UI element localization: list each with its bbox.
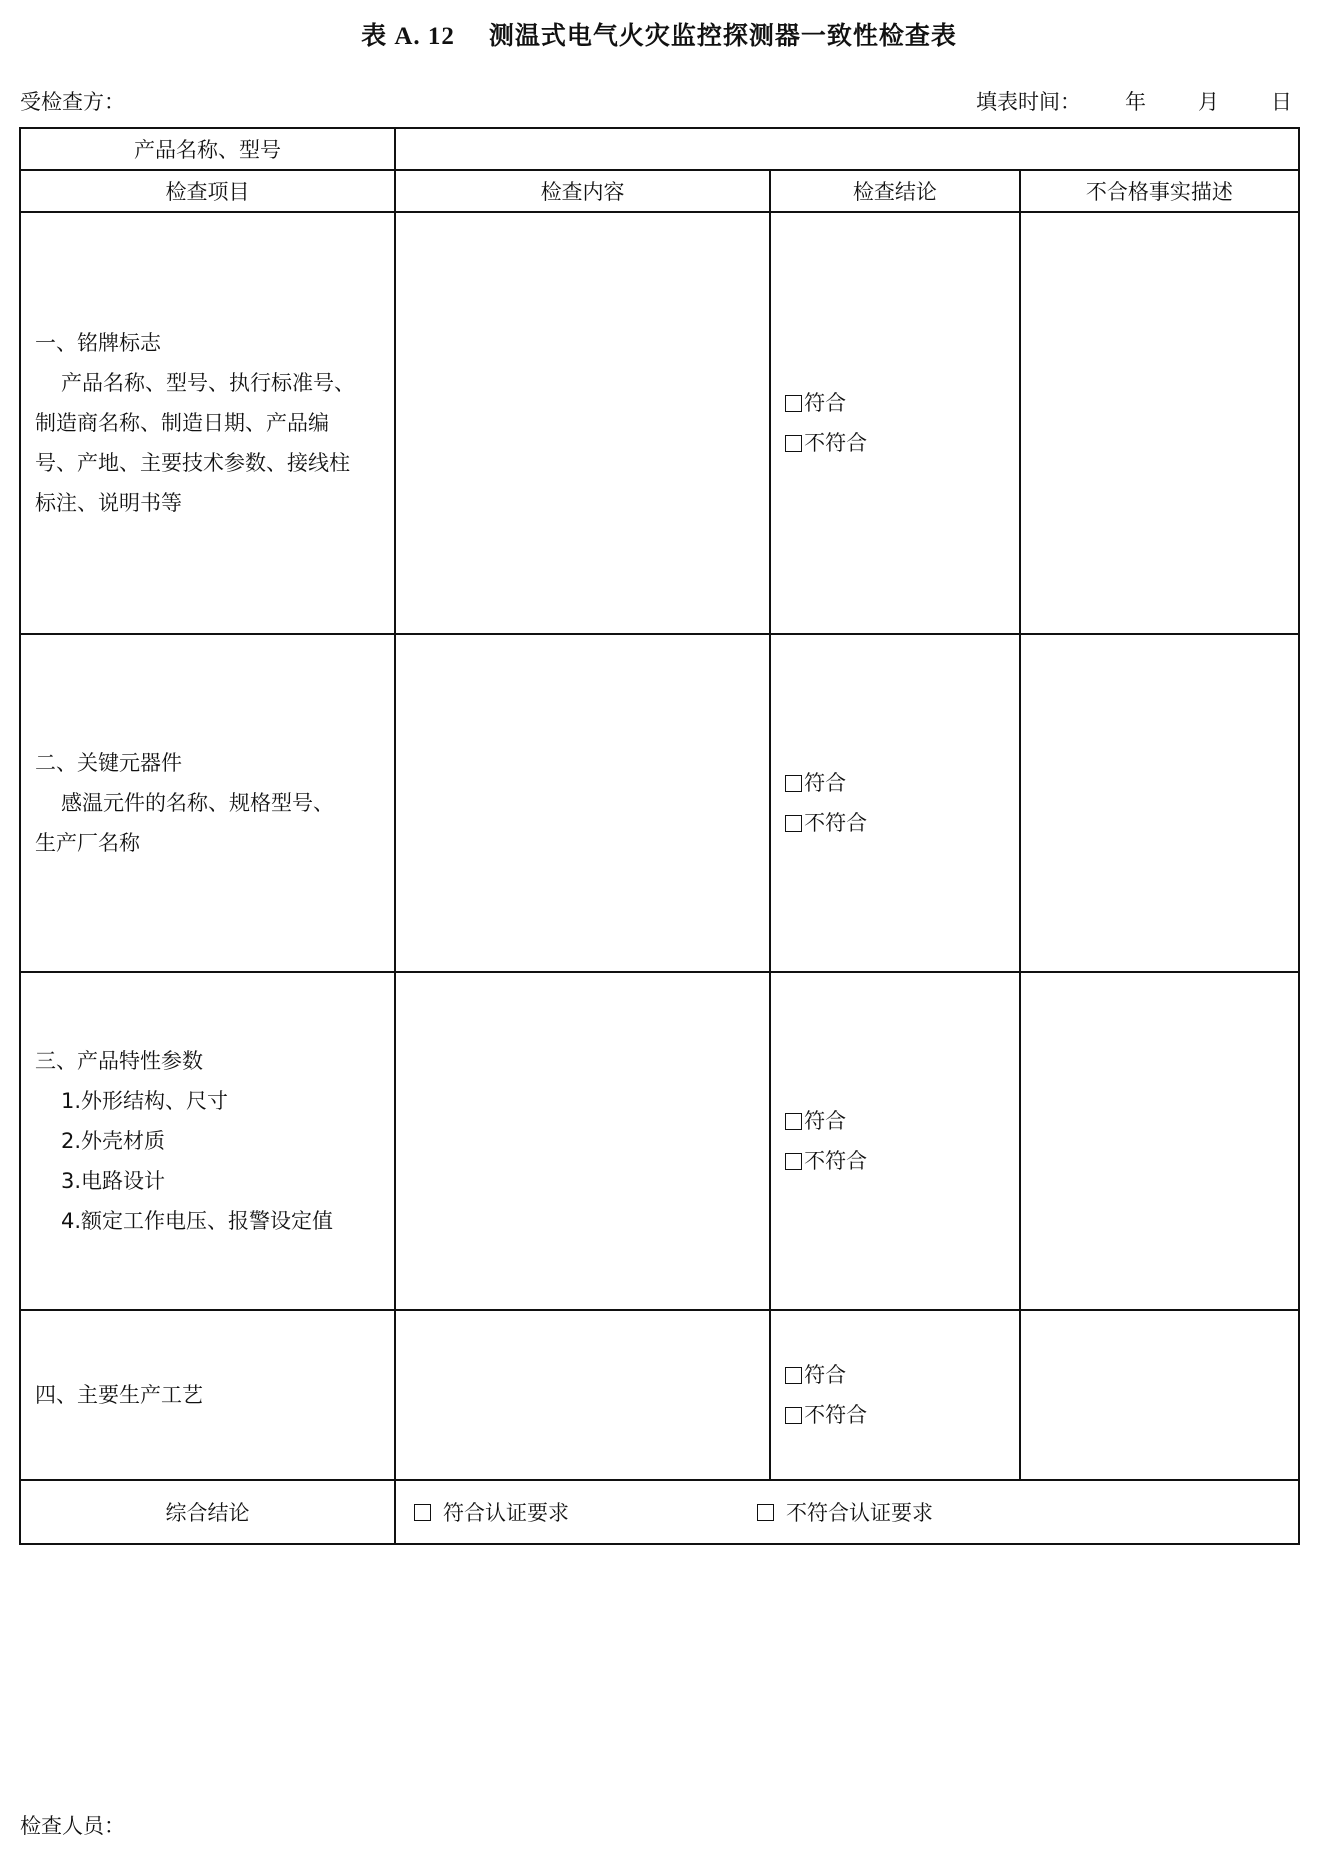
table-row <box>20 1310 1299 1480</box>
item-heading: 四、主要生产工艺 <box>35 1383 203 1407</box>
header-conclusion: 检查结论 <box>770 170 1020 212</box>
item-heading: 二、关键元器件 <box>35 751 182 775</box>
item-detail: 生产厂名称 <box>35 831 140 855</box>
item-cell <box>20 972 395 1310</box>
checkbox-icon[interactable] <box>785 1153 802 1170</box>
checkbox-icon[interactable] <box>414 1504 431 1521</box>
document-title <box>0 16 1318 52</box>
checkbox-icon[interactable] <box>785 1113 802 1130</box>
conclusion-cell <box>770 972 1020 1310</box>
fill-time-group <box>976 86 1292 116</box>
header-item: 检查项目 <box>20 170 395 212</box>
nonconform-option[interactable] <box>785 1395 1019 1435</box>
table-title: 测温式电气火灾监控探测器一致性检查表 <box>488 21 957 50</box>
table-number: 表 A. 12 <box>361 23 455 50</box>
checkbox-icon[interactable] <box>785 1367 802 1384</box>
year-label: 年 <box>1125 90 1146 114</box>
conform-option[interactable] <box>785 383 1019 423</box>
inspection-table <box>19 127 1300 1545</box>
header-content: 检查内容 <box>395 170 770 212</box>
conform-option[interactable] <box>785 763 1019 803</box>
conclusion-cell <box>770 634 1020 972</box>
item-detail: 2.外壳材质 <box>61 1129 166 1153</box>
checkbox-icon[interactable] <box>785 815 802 832</box>
conclusion-cell <box>770 1310 1020 1480</box>
item-detail: 4.额定工作电压、报警设定值 <box>61 1209 334 1233</box>
item-detail: 感温元件的名称、规格型号、 <box>61 791 334 815</box>
overall-row <box>20 1480 1299 1544</box>
item-heading: 三、产品特性参数 <box>35 1049 203 1073</box>
checkbox-icon[interactable] <box>785 395 802 412</box>
nonconformity-field[interactable] <box>1020 1310 1299 1480</box>
inspector-label: 检查人员： <box>20 1814 125 1838</box>
overall-nonconform-label: 不符合认证要求 <box>786 1501 934 1525</box>
nonconform-label: 不符合 <box>804 431 868 455</box>
checkbox-icon[interactable] <box>785 775 802 792</box>
table-row <box>20 972 1299 1310</box>
item-detail: 产品名称、型号、执行标准号、 <box>61 371 355 395</box>
day-label: 日 <box>1271 90 1292 114</box>
overall-label: 综合结论 <box>20 1480 395 1544</box>
table-row <box>20 634 1299 972</box>
product-label: 产品名称、型号 <box>20 128 395 170</box>
overall-options-cell <box>395 1480 1299 1544</box>
item-heading: 一、铭牌标志 <box>35 331 161 355</box>
overall-conform-option[interactable] <box>414 1497 569 1527</box>
conform-label: 符合 <box>804 771 847 795</box>
conform-label: 符合 <box>804 391 847 415</box>
nonconform-option[interactable] <box>785 803 1019 843</box>
nonconform-option[interactable] <box>785 423 1019 463</box>
content-field[interactable] <box>395 634 770 972</box>
checkbox-icon[interactable] <box>785 435 802 452</box>
item-detail: 3.电路设计 <box>61 1169 166 1193</box>
fill-time-label: 填表时间： <box>976 90 1081 114</box>
conform-label: 符合 <box>804 1109 847 1133</box>
content-field[interactable] <box>395 212 770 634</box>
item-detail: 号、产地、主要技术参数、接线柱 <box>35 451 350 475</box>
conform-option[interactable] <box>785 1355 1019 1395</box>
header-row <box>20 170 1299 212</box>
checkbox-icon[interactable] <box>785 1407 802 1424</box>
conform-option[interactable] <box>785 1101 1019 1141</box>
month-label: 月 <box>1198 90 1219 114</box>
content-field[interactable] <box>395 972 770 1310</box>
nonconform-label: 不符合 <box>804 811 868 835</box>
item-cell <box>20 634 395 972</box>
item-detail: 1.外形结构、尺寸 <box>61 1089 229 1113</box>
content-field[interactable] <box>395 1310 770 1480</box>
checkbox-icon[interactable] <box>757 1504 774 1521</box>
conclusion-cell <box>770 212 1020 634</box>
item-cell <box>20 1310 395 1480</box>
inspected-party-label: 受检查方： <box>20 90 125 114</box>
item-detail: 标注、说明书等 <box>35 491 182 515</box>
nonconformity-field[interactable] <box>1020 212 1299 634</box>
table-row <box>20 212 1299 634</box>
header-nonconformity: 不合格事实描述 <box>1020 170 1299 212</box>
nonconform-label: 不符合 <box>804 1149 868 1173</box>
item-detail: 制造商名称、制造日期、产品编 <box>35 411 329 435</box>
product-row <box>20 128 1299 170</box>
conform-label: 符合 <box>804 1363 847 1387</box>
product-value-field[interactable] <box>395 128 1299 170</box>
overall-nonconform-option[interactable] <box>757 1497 933 1527</box>
item-cell <box>20 212 395 634</box>
nonconformity-field[interactable] <box>1020 634 1299 972</box>
nonconform-option[interactable] <box>785 1141 1019 1181</box>
nonconformity-field[interactable] <box>1020 972 1299 1310</box>
overall-conform-label: 符合认证要求 <box>443 1501 570 1525</box>
nonconform-label: 不符合 <box>804 1403 868 1427</box>
